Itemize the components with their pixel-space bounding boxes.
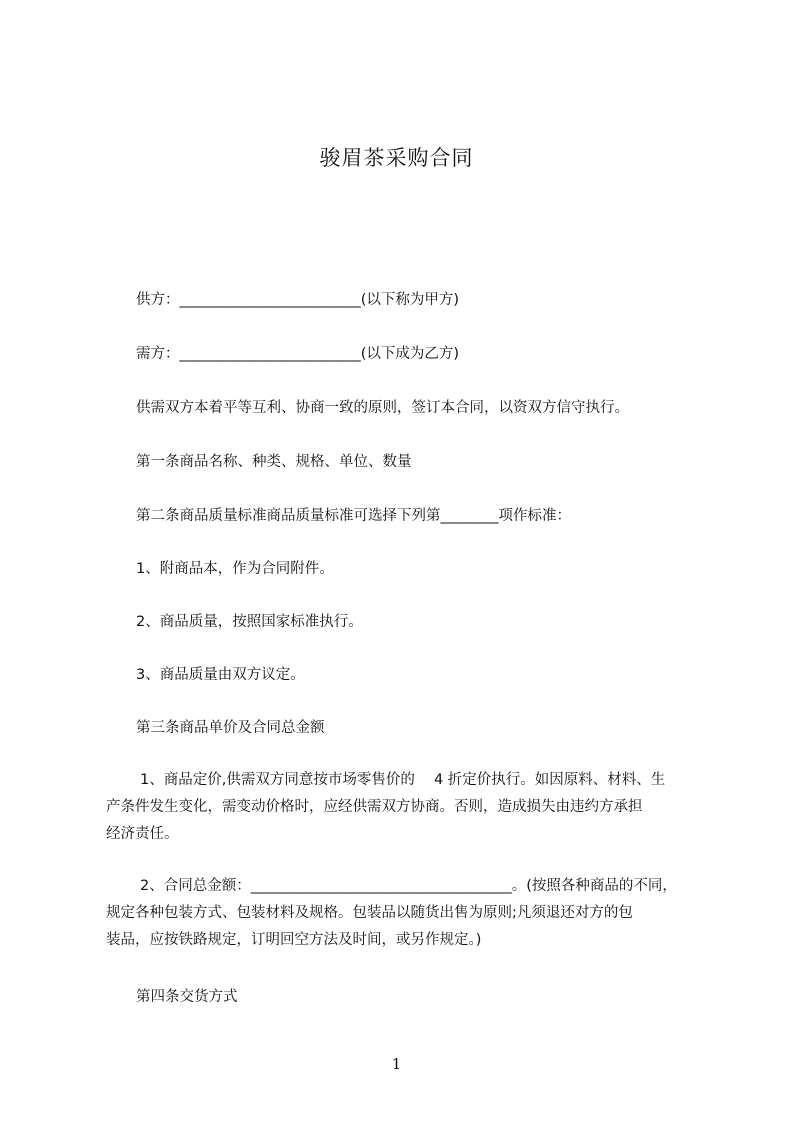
amount-paragraph [106, 873, 677, 954]
page-number: 1 [391, 1055, 402, 1073]
article-4-heading: 第四条交货方式 [136, 989, 238, 1005]
supplier-line: 供方：_________________________(以下称为甲方) [136, 292, 460, 308]
article-3-heading: 第三条商品单价及合同总金额 [136, 720, 325, 736]
price-paragraph-line: 经济责任。 [106, 826, 179, 842]
article-2-heading: 第二条商品质量标准商品质量标准可选择下列第________项作标准： [136, 508, 571, 524]
amount-paragraph-line: 规定各种包装方式、包装材料及规格。包装品以随货出售为原则;凡须退还对方的包 [106, 905, 633, 921]
document-title: 骏眉茶采购合同 [319, 146, 474, 170]
amount-paragraph-line: 2、合同总金额：____________________________________。(按照各种商品的不同， [140, 878, 677, 894]
price-paragraph [106, 767, 665, 848]
price-paragraph-line: 产条件发生变化，需变动价格时，应经供需双方协商。否则，造成损失由违约方承担 [106, 799, 643, 815]
article-1-heading: 第一条商品名称、种类、规格、单位、数量 [136, 454, 412, 470]
quality-item-3: 3、商品质量由双方议定。 [136, 667, 305, 683]
buyer-line: 需方：_________________________(以下成为乙方) [136, 346, 460, 362]
amount-paragraph-line: 装品，应按铁路规定，订明回空方法及时间，或另作规定。) [106, 932, 482, 948]
quality-item-1: 1、附商品本，作为合同附件。 [136, 561, 334, 577]
quality-item-2: 2、商品质量，按照国家标准执行。 [136, 614, 363, 630]
preamble-paragraph: 供需双方本着平等互利、协商一致的原则，签订本合同，以资双方信守执行。 [136, 400, 629, 416]
price-paragraph-line: 1、商品定价,供需双方同意按市场零售价的 4 折定价执行。如因原料、材料、生 [140, 772, 666, 788]
